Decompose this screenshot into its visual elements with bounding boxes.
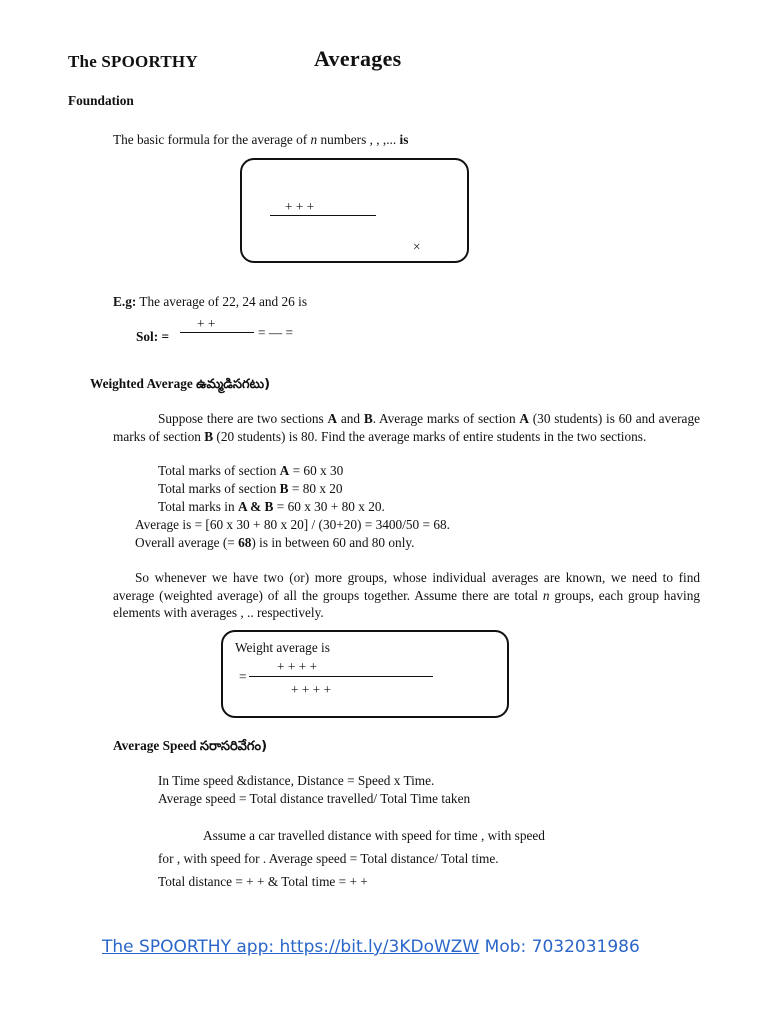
formula-box-fraction-bar [270, 215, 376, 216]
weighted-paragraph-2 [113, 569, 700, 622]
page-title: Averages [314, 46, 402, 71]
weighted-line-1 [158, 462, 343, 480]
weighted-box-fraction-bar [249, 676, 433, 677]
wl3-bold: A & B [237, 499, 274, 514]
weighted-box-equals: = [239, 669, 247, 684]
footer-app-link[interactable]: The SPOORTHY app: https://bit.ly/3KDoWZW [102, 937, 480, 957]
wl5-pre: Overall average (= [135, 535, 239, 550]
wl1-post: = 60 x 30 [289, 463, 344, 478]
wl2-pre: Total marks of section [158, 481, 280, 496]
weighted-heading-text: Weighted Average [90, 376, 193, 391]
wp2-b: groups, each group having elements with averages , .. respectively. [113, 587, 700, 620]
example-sol-tail: = — = [258, 325, 293, 340]
wp1-c: (30 students) is 60 and average marks of section [113, 411, 700, 444]
example-sol-fraction-bar [180, 332, 254, 333]
speed-line-2: Average speed = Total distance travelled/ Total Time taken [158, 791, 471, 806]
formula-box [240, 158, 469, 263]
formula-box-times: × [413, 239, 421, 254]
section-heading-foundation: Foundation [68, 93, 134, 108]
wp2-n: n [542, 587, 550, 603]
formula-intro-n: n [310, 132, 318, 147]
wl1-bold: A [279, 463, 290, 478]
footer [102, 937, 640, 957]
wp1-A: A [327, 411, 338, 426]
weighted-heading-telugu: ఉమ్మడిసగటు) [196, 377, 271, 392]
wp1-A2: A [519, 411, 529, 426]
formula-intro-post: numbers , , ,... [317, 132, 400, 147]
wp2-a: So whenever we have two (or) more groups, whose individual averages are known, we need to find average (weighted average) of all the groups together. Assume there are total [113, 570, 700, 603]
wl5-bold: 68 [238, 535, 252, 550]
speed-heading-text: Average Speed [113, 738, 197, 753]
weighted-paragraph-1 [113, 410, 700, 445]
section-heading-weighted [90, 375, 270, 394]
formula-intro-pre: The basic formula for the average of [113, 132, 311, 147]
speed-line-3: Assume a car travelled distance with speed for time , with speed [203, 828, 545, 843]
section-heading-speed [113, 737, 267, 756]
example-sol-label: Sol: = [136, 329, 170, 344]
brand-name: The SPOORTHY [68, 52, 198, 71]
wl2-post: = 80 x 20 [288, 481, 343, 496]
weighted-box-numerator: + + + + [277, 659, 317, 674]
formula-box-numerator: + + + [285, 199, 315, 214]
example-line [113, 293, 307, 311]
weighted-line-5 [135, 534, 415, 552]
wl2-bold: B [279, 481, 289, 496]
speed-line-5: Total distance = + + & Total time = + + [158, 874, 368, 889]
wl3-post: = 60 x 30 + 80 x 20. [273, 499, 385, 514]
wp1-B: B [363, 411, 373, 426]
example-text: The average of 22, 24 and 26 is [136, 294, 307, 309]
weighted-box-denominator: + + + + [291, 682, 331, 697]
wl5-post: ) is in between 60 and 80 only. [251, 535, 415, 550]
weighted-line-2 [158, 480, 343, 498]
wp1-d: (20 students) is 80. Find the average marks of entire students in the two sections. [213, 428, 647, 444]
speed-heading-telugu: సరాసరివేగం) [199, 739, 268, 754]
wp1-b: . Average marks of section [372, 411, 520, 426]
example-label: E.g: [113, 294, 137, 309]
footer-mobile: Mob: 7032031986 [479, 937, 640, 957]
formula-intro-is: is [399, 132, 409, 147]
wp1-and: and [337, 411, 364, 426]
weighted-box-title: Weight average is [235, 640, 330, 655]
wp1-B2: B [204, 428, 214, 444]
wp1-a: Suppose there are two sections [158, 411, 328, 426]
weighted-line-4: Average is = [60 x 30 + 80 x 20] / (30+20) = 3400/50 = 68. [135, 517, 450, 532]
weighted-line-3 [158, 498, 385, 516]
example-sol-numerator: + + [197, 316, 216, 331]
wl3-pre: Total marks in [158, 499, 238, 514]
speed-line-1: In Time speed &distance, Distance = Speed x Time. [158, 773, 435, 788]
wl1-pre: Total marks of section [158, 463, 280, 478]
formula-intro [113, 131, 408, 149]
speed-line-4: for , with speed for . Average speed = Total distance/ Total time. [158, 851, 499, 866]
weighted-formula-box [221, 630, 509, 718]
